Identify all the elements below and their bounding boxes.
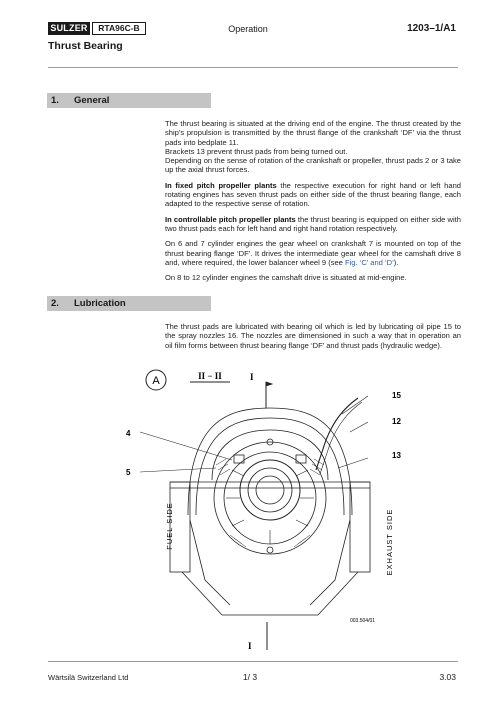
paragraph: The thrust bearing is situated at the driving end of the engine. The thrust created by the ship’s propulsion is transmitted by the thrust flange of the crankshaft ‘DF’ via the thrust pads into bedplate 11. [165, 119, 461, 147]
document-number: 1203–1/A1 [407, 23, 456, 34]
section-title: Lubrication [74, 298, 126, 309]
section-number: 1. [51, 95, 59, 106]
paragraph-text: ). [393, 257, 399, 267]
page-title: Thrust Bearing [48, 40, 123, 52]
cut-label-top: I [250, 372, 254, 382]
fuel-side-label: FUEL SIDE [165, 502, 174, 550]
general-text [165, 119, 461, 288]
callout-13: 13 [392, 451, 401, 460]
version-number: 3.03 [439, 672, 456, 682]
paragraph: On 8 to 12 cylinder engines the camshaft drive is situated at mid-engine. [165, 273, 407, 283]
callout-4: 4 [126, 429, 131, 438]
emphasis: In controllable pitch propeller plants [165, 214, 296, 224]
callout-15: 15 [392, 391, 401, 400]
footer-divider [48, 661, 458, 662]
section-number: 2. [51, 298, 59, 309]
engine-model-badge: RTA96C-B [92, 22, 146, 35]
page-number: 1/ 3 [242, 672, 258, 682]
paragraph: The thrust pads are lubricated with bearing oil which is led by lubricating oil pipe 15 to the spray nozzles 16. The nozzles are dimensioned in such a way that in operation an oil film forms between thrust bearing flange ‘DF’ and thrust pads (hydraulic wedge). [165, 322, 461, 350]
brand-logo: SULZER [48, 22, 90, 35]
thrust-bearing-drawing [126, 360, 420, 652]
header-divider [48, 67, 458, 68]
callout-12: 12 [392, 417, 401, 426]
paragraph: Depending on the sense of rotation of the crankshaft or propeller, thrust pads 2 or 3 take up the axial thrust forces. [165, 156, 461, 175]
paragraph: Brackets 13 prevent thrust pads from being turned out. [165, 146, 348, 156]
lubrication-text [165, 322, 461, 356]
chapter-name: Operation [228, 24, 268, 34]
emphasis: In fixed pitch propeller plants [165, 180, 277, 190]
cut-label-bottom: I [248, 641, 252, 651]
paragraph-fixed-pitch [165, 181, 461, 209]
drawing-reference: 003.504/01 [350, 618, 376, 624]
exhaust-side-label: EXHAUST SIDE [385, 508, 394, 576]
section-heading-general [47, 93, 211, 108]
section-label: II − II [198, 371, 222, 381]
paragraph-gear-wheel [165, 239, 461, 267]
company-name: Wärtsilä Switzerland Ltd [48, 673, 129, 682]
paragraph-controllable-pitch [165, 215, 461, 234]
paragraph-text: the thrust bearing is equipped on either side with two thrust pads each for left hand and right hand rotation respectively. [165, 214, 461, 233]
section-title: General [74, 95, 110, 106]
callout-5: 5 [126, 468, 131, 477]
paragraph-text: On 6 and 7 cylinder engines the gear wheel on crankshaft 7 is mounted on top of the thrust bearing flange ‘DF’. It drives the intermediate gear wheel for the camshaft drive 8 and, where required, the lower balancer wheel 9 (see [165, 239, 461, 267]
section-heading-lubrication [47, 296, 211, 311]
paragraph-text: the respective execution for right hand or left hand rotating engines has seven thrust pads on either side of the thrust bearing flange, each adapted to the respective sense of rotation. [165, 180, 461, 209]
view-label: A [152, 375, 160, 387]
figure-reference-link[interactable]: Fig. ‘C’ and ‘D’ [344, 257, 394, 267]
